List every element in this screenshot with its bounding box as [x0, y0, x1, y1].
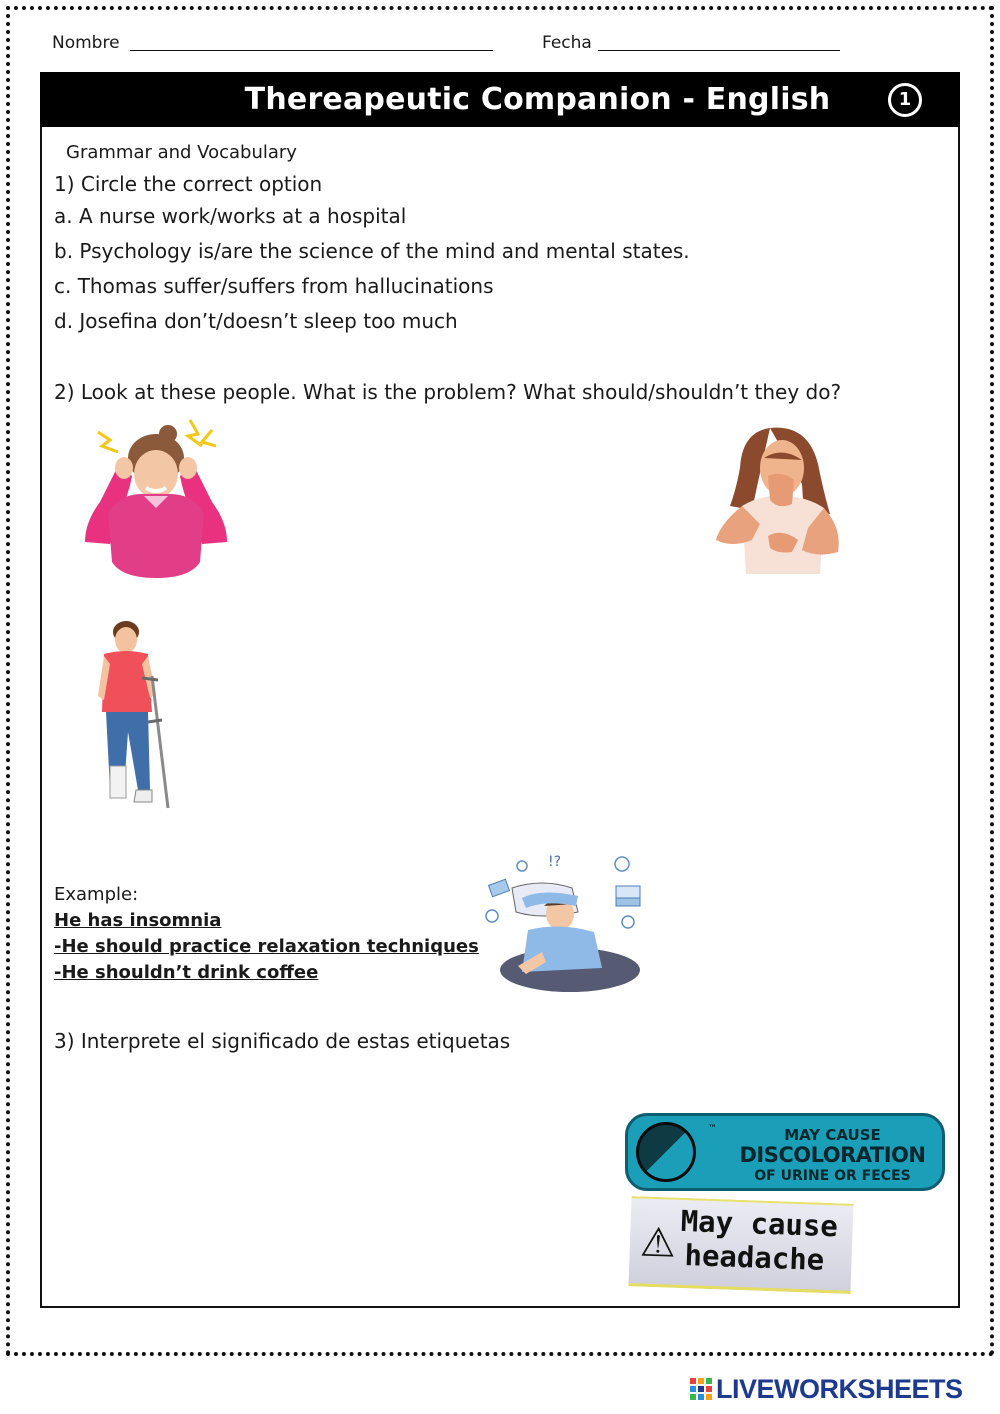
worksheet-title: Thereapeutic Companion - English	[244, 82, 831, 117]
label1-line2: DISCOLORATION	[739, 1143, 926, 1167]
section1-subtitle: Grammar and Vocabulary	[66, 142, 297, 163]
dotted-border-bottom	[6, 1352, 994, 1356]
dotted-border-right	[990, 6, 994, 1356]
dotted-border-left	[6, 6, 10, 1356]
question-item-a[interactable]: a. A nurse work/works at a hospital	[54, 204, 407, 228]
label2-line1: May cause	[680, 1203, 839, 1244]
warning-triangle-icon: ⚠	[639, 1219, 677, 1267]
broken-leg-boy-icon	[96, 620, 176, 810]
brand-name: LIVEWORKSHEETS	[716, 1374, 963, 1404]
insomnia-man-icon	[482, 848, 652, 996]
example-line-3: -He shouldn’t drink coffee	[54, 962, 319, 983]
question-item-b[interactable]: b. Psychology is/are the science of the mind and mental states.	[54, 239, 690, 263]
name-field[interactable]	[130, 50, 493, 51]
question-item-c[interactable]: c. Thomas suffer/suffers from hallucinations	[54, 274, 494, 298]
example-line-2: -He should practice relaxation techniques	[54, 936, 479, 957]
example-line-1: He has insomnia	[54, 910, 222, 931]
name-label: Nombre	[52, 33, 120, 53]
trademark-symbol: ™	[708, 1124, 717, 1134]
logo-grid-icon	[690, 1378, 712, 1400]
section2-instruction: 2) Look at these people. What is the problem? What should/shouldn’t they do?	[54, 380, 842, 404]
question-item-d[interactable]: d. Josefina don’t/doesn’t sleep too much	[54, 309, 458, 333]
date-label: Fecha	[542, 33, 592, 53]
headache-warning-label	[628, 1196, 853, 1294]
svg-text:!?: !?	[548, 854, 562, 870]
example-label: Example:	[54, 884, 139, 905]
label1-line3: OF URINE OR FECES	[754, 1168, 911, 1184]
nauseous-woman-icon	[712, 424, 844, 576]
label1-line1: MAY CAUSE	[784, 1126, 881, 1144]
page-number-badge: 1	[888, 83, 922, 117]
dotted-border-top	[6, 6, 994, 10]
title-bar	[40, 72, 960, 127]
date-field[interactable]	[598, 50, 840, 51]
discoloration-warning-label	[625, 1113, 945, 1191]
label2-line2: headache	[684, 1238, 825, 1277]
section3-instruction: 3) Interprete el significado de estas etiquetas	[54, 1029, 511, 1053]
headache-woman-icon	[80, 412, 232, 580]
section1-instruction: 1) Circle the correct option	[54, 172, 323, 196]
